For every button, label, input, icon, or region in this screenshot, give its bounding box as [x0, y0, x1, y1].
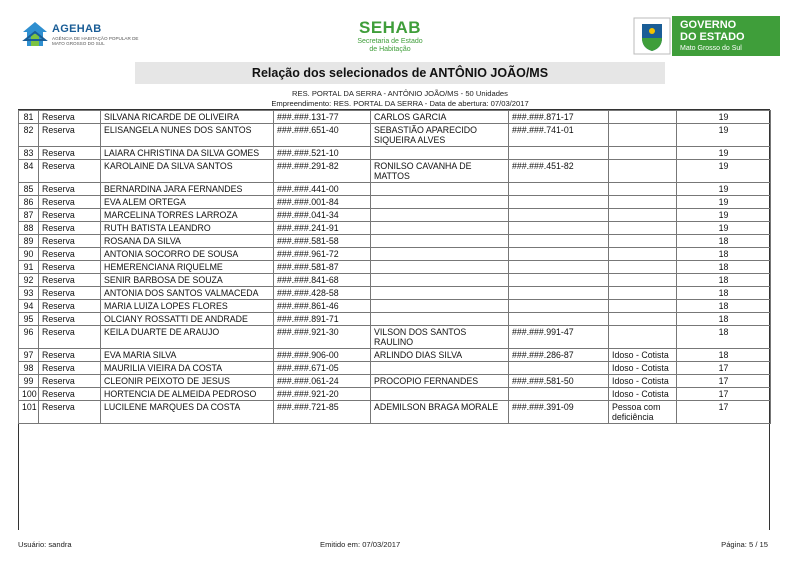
- row-status: Reserva: [39, 147, 101, 160]
- row-spouse: [371, 274, 509, 287]
- governo-box: [672, 16, 780, 56]
- sehab-logo: [330, 18, 450, 54]
- table-row: [19, 300, 771, 313]
- row-number: 83: [19, 147, 39, 160]
- row-points: 17: [677, 401, 771, 424]
- row-number: 87: [19, 209, 39, 222]
- table-body: [19, 111, 771, 424]
- row-spouse: [371, 147, 509, 160]
- footer-user: Usuário: sandra: [18, 540, 72, 549]
- governo-line-1: GOVERNO: [680, 19, 737, 31]
- row-name: HEMERENCIANA RIQUELME: [101, 261, 274, 274]
- row-spouse: CARLOS GARCIA: [371, 111, 509, 124]
- row-spouse-cpf: ###.###.581-50: [509, 375, 609, 388]
- table-row: [19, 248, 771, 261]
- table-row: [19, 209, 771, 222]
- row-quota: [609, 222, 677, 235]
- row-cpf: ###.###.921-30: [274, 326, 371, 349]
- agehab-logo: [22, 20, 142, 56]
- row-quota: Idoso - Cotista: [609, 375, 677, 388]
- row-name: KEILA DUARTE DE ARAUJO: [101, 326, 274, 349]
- table-row: [19, 183, 771, 196]
- row-spouse: [371, 222, 509, 235]
- row-number: 97: [19, 349, 39, 362]
- report-header: [0, 0, 800, 60]
- row-status: Reserva: [39, 124, 101, 147]
- row-name: CLEONIR PEIXOTO DE JESUS: [101, 375, 274, 388]
- row-status: Reserva: [39, 235, 101, 248]
- governo-logo: [632, 16, 776, 56]
- row-status: Reserva: [39, 248, 101, 261]
- row-cpf: ###.###.428-58: [274, 287, 371, 300]
- row-cpf: ###.###.061-24: [274, 375, 371, 388]
- row-cpf: ###.###.041-34: [274, 209, 371, 222]
- governo-line-3: Mato Grosso do Sul: [680, 45, 742, 52]
- table-row: [19, 401, 771, 424]
- row-name: BERNARDINA JARA FERNANDES: [101, 183, 274, 196]
- row-spouse: [371, 248, 509, 261]
- row-name: EVA ALEM ORTEGA: [101, 196, 274, 209]
- row-spouse: [371, 362, 509, 375]
- row-cpf: ###.###.671-05: [274, 362, 371, 375]
- row-status: Reserva: [39, 326, 101, 349]
- selected-table: [18, 110, 771, 424]
- row-number: 85: [19, 183, 39, 196]
- report-title: Relação dos selecionados de ANTÔNIO JOÃO/MS: [135, 62, 665, 84]
- row-quota: [609, 287, 677, 300]
- row-quota: [609, 160, 677, 183]
- row-number: 100: [19, 388, 39, 401]
- row-name: SENIR BARBOSA DE SOUZA: [101, 274, 274, 287]
- row-name: EVA MARIA SILVA: [101, 349, 274, 362]
- row-spouse: SEBASTIÃO APARECIDO SIQUEIRA ALVES: [371, 124, 509, 147]
- row-name: KAROLAINE DA SILVA SANTOS: [101, 160, 274, 183]
- table-row: [19, 111, 771, 124]
- row-number: 89: [19, 235, 39, 248]
- row-number: 101: [19, 401, 39, 424]
- table-row: [19, 326, 771, 349]
- row-cpf: ###.###.521-10: [274, 147, 371, 160]
- row-number: 95: [19, 313, 39, 326]
- row-name: ROSANA DA SILVA: [101, 235, 274, 248]
- row-quota: [609, 274, 677, 287]
- row-spouse-cpf: [509, 313, 609, 326]
- row-number: 91: [19, 261, 39, 274]
- row-points: 18: [677, 349, 771, 362]
- table-row: [19, 147, 771, 160]
- row-name: LUCILENE MARQUES DA COSTA: [101, 401, 274, 424]
- row-spouse: [371, 261, 509, 274]
- sehab-subtitle-1: Secretaria de Estado: [357, 38, 423, 45]
- row-cpf: ###.###.861-46: [274, 300, 371, 313]
- house-logo-icon: [22, 20, 48, 50]
- row-spouse-cpf: [509, 183, 609, 196]
- footer-emitted: Emitido em: 07/03/2017: [320, 540, 401, 549]
- row-cpf: ###.###.441-00: [274, 183, 371, 196]
- row-status: Reserva: [39, 349, 101, 362]
- row-spouse-cpf: ###.###.451-82: [509, 160, 609, 183]
- table-row: [19, 160, 771, 183]
- row-quota: [609, 147, 677, 160]
- row-spouse: ADEMILSON BRAGA MORALE: [371, 401, 509, 424]
- row-number: 92: [19, 274, 39, 287]
- row-cpf: ###.###.891-71: [274, 313, 371, 326]
- row-number: 90: [19, 248, 39, 261]
- state-crest-icon: [632, 16, 672, 56]
- row-name: SILVANA RICARDE DE OLIVEIRA: [101, 111, 274, 124]
- row-points: 18: [677, 287, 771, 300]
- row-quota: [609, 235, 677, 248]
- row-spouse: [371, 196, 509, 209]
- row-points: 18: [677, 274, 771, 287]
- row-spouse: RONILSO CAVANHA DE MATTOS: [371, 160, 509, 183]
- row-status: Reserva: [39, 209, 101, 222]
- governo-line-2: DO ESTADO: [680, 31, 745, 43]
- row-spouse-cpf: [509, 209, 609, 222]
- row-cpf: ###.###.961-72: [274, 248, 371, 261]
- row-points: 18: [677, 261, 771, 274]
- row-points: 19: [677, 124, 771, 147]
- row-name: ELISANGELA NUNES DOS SANTOS: [101, 124, 274, 147]
- row-spouse: [371, 183, 509, 196]
- row-number: 88: [19, 222, 39, 235]
- row-spouse-cpf: [509, 287, 609, 300]
- row-quota: [609, 248, 677, 261]
- row-status: Reserva: [39, 222, 101, 235]
- row-points: 18: [677, 313, 771, 326]
- row-spouse-cpf: [509, 261, 609, 274]
- row-spouse-cpf: [509, 274, 609, 287]
- row-name: ANTONIA SOCORRO DE SOUSA: [101, 248, 274, 261]
- row-number: 93: [19, 287, 39, 300]
- table-row: [19, 274, 771, 287]
- row-status: Reserva: [39, 160, 101, 183]
- row-points: 19: [677, 160, 771, 183]
- row-name: MAURILIA VIEIRA DA COSTA: [101, 362, 274, 375]
- table-row: [19, 196, 771, 209]
- row-quota: Idoso - Cotista: [609, 349, 677, 362]
- row-spouse-cpf: ###.###.991-47: [509, 326, 609, 349]
- row-quota: [609, 261, 677, 274]
- row-points: 18: [677, 326, 771, 349]
- row-points: 19: [677, 209, 771, 222]
- row-cpf: ###.###.241-91: [274, 222, 371, 235]
- row-quota: [609, 209, 677, 222]
- report-subtitle: RES. PORTAL DA SERRA - ANTÔNIO JOÃO/MS - 50 Unidades: [292, 89, 508, 98]
- row-name: MARCELINA TORRES LARROZA: [101, 209, 274, 222]
- row-spouse-cpf: [509, 300, 609, 313]
- row-spouse-cpf: [509, 147, 609, 160]
- row-spouse-cpf: [509, 235, 609, 248]
- row-points: 19: [677, 222, 771, 235]
- row-spouse: [371, 287, 509, 300]
- row-points: 19: [677, 183, 771, 196]
- row-spouse: VILSON DOS SANTOS RAULINO: [371, 326, 509, 349]
- row-quota: Pessoa com deficiência: [609, 401, 677, 424]
- row-spouse-cpf: ###.###.286-87: [509, 349, 609, 362]
- table-row: [19, 222, 771, 235]
- row-spouse-cpf: [509, 362, 609, 375]
- row-spouse: PROCOPIO FERNANDES: [371, 375, 509, 388]
- row-points: 18: [677, 300, 771, 313]
- row-cpf: ###.###.921-20: [274, 388, 371, 401]
- row-status: Reserva: [39, 274, 101, 287]
- row-points: 19: [677, 111, 771, 124]
- sehab-subtitle-2: de Habitação: [369, 46, 411, 53]
- table-row: [19, 287, 771, 300]
- table-row: [19, 313, 771, 326]
- table-row: [19, 235, 771, 248]
- row-cpf: ###.###.906-00: [274, 349, 371, 362]
- agehab-subtitle: AGÊNCIA DE HABITAÇÃO POPULAR DE MATO GROSSO DO SUL: [52, 36, 139, 47]
- row-spouse: [371, 209, 509, 222]
- row-name: OLCIANY ROSSATTI DE ANDRADE: [101, 313, 274, 326]
- row-number: 84: [19, 160, 39, 183]
- row-number: 86: [19, 196, 39, 209]
- table-row: [19, 388, 771, 401]
- row-status: Reserva: [39, 183, 101, 196]
- row-status: Reserva: [39, 401, 101, 424]
- row-status: Reserva: [39, 362, 101, 375]
- agehab-name: AGEHAB: [52, 23, 102, 35]
- row-name: LAIARA CHRISTINA DA SILVA GOMES: [101, 147, 274, 160]
- row-points: 17: [677, 375, 771, 388]
- sehab-name: SEHAB: [358, 18, 421, 37]
- row-cpf: ###.###.581-87: [274, 261, 371, 274]
- row-name: ANTONIA DOS SANTOS VALMACEDA: [101, 287, 274, 300]
- row-spouse-cpf: [509, 222, 609, 235]
- row-spouse-cpf: ###.###.391-09: [509, 401, 609, 424]
- row-quota: [609, 111, 677, 124]
- row-cpf: ###.###.291-82: [274, 160, 371, 183]
- row-spouse-cpf: [509, 248, 609, 261]
- row-quota: [609, 326, 677, 349]
- row-spouse: [371, 313, 509, 326]
- row-points: 18: [677, 248, 771, 261]
- row-number: 98: [19, 362, 39, 375]
- table-row: [19, 375, 771, 388]
- footer-page: Página: 5 / 15: [721, 540, 768, 549]
- row-points: 19: [677, 147, 771, 160]
- row-cpf: ###.###.131-77: [274, 111, 371, 124]
- row-quota: [609, 183, 677, 196]
- row-spouse: [371, 300, 509, 313]
- row-number: 94: [19, 300, 39, 313]
- row-quota: [609, 196, 677, 209]
- row-quota: Idoso - Cotista: [609, 362, 677, 375]
- row-points: 18: [677, 235, 771, 248]
- row-number: 82: [19, 124, 39, 147]
- row-status: Reserva: [39, 261, 101, 274]
- row-points: 17: [677, 388, 771, 401]
- row-spouse-cpf: ###.###.741-01: [509, 124, 609, 147]
- row-name: MARIA LUIZA LOPES FLORES: [101, 300, 274, 313]
- row-number: 81: [19, 111, 39, 124]
- row-spouse: ARLINDO DIAS SILVA: [371, 349, 509, 362]
- row-points: 17: [677, 362, 771, 375]
- row-quota: [609, 300, 677, 313]
- row-status: Reserva: [39, 313, 101, 326]
- row-cpf: ###.###.651-40: [274, 124, 371, 147]
- row-number: 96: [19, 326, 39, 349]
- row-cpf: ###.###.721-85: [274, 401, 371, 424]
- row-quota: Idoso - Cotista: [609, 388, 677, 401]
- row-name: HORTENCIA DE ALMEIDA PEDROSO: [101, 388, 274, 401]
- row-spouse: [371, 235, 509, 248]
- row-status: Reserva: [39, 196, 101, 209]
- row-cpf: ###.###.841-68: [274, 274, 371, 287]
- row-spouse-cpf: [509, 196, 609, 209]
- row-status: Reserva: [39, 300, 101, 313]
- row-spouse-cpf: ###.###.871-17: [509, 111, 609, 124]
- row-quota: [609, 124, 677, 147]
- row-status: Reserva: [39, 111, 101, 124]
- table-row: [19, 261, 771, 274]
- row-quota: [609, 313, 677, 326]
- row-points: 19: [677, 196, 771, 209]
- table-row: [19, 124, 771, 147]
- row-number: 99: [19, 375, 39, 388]
- row-name: RUTH BATISTA LEANDRO: [101, 222, 274, 235]
- row-spouse-cpf: [509, 388, 609, 401]
- row-status: Reserva: [39, 375, 101, 388]
- row-cpf: ###.###.581-58: [274, 235, 371, 248]
- row-status: Reserva: [39, 388, 101, 401]
- table-row: [19, 362, 771, 375]
- report-enterprise-line: Empreendimento: RES. PORTAL DA SERRA - Data de abertura: 07/03/2017: [271, 99, 529, 108]
- row-status: Reserva: [39, 287, 101, 300]
- row-spouse: [371, 388, 509, 401]
- row-cpf: ###.###.001-84: [274, 196, 371, 209]
- table-row: [19, 349, 771, 362]
